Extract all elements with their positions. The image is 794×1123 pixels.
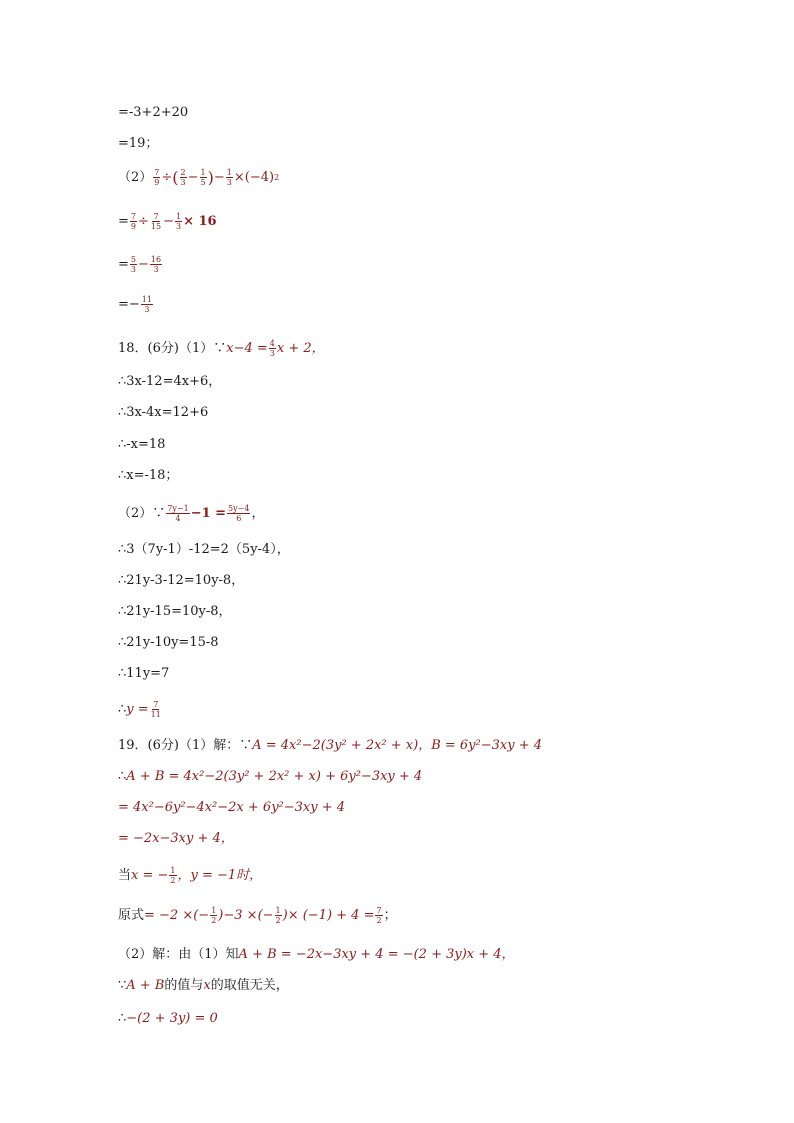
fraction: $\frac{5y-4}{6}$ xyxy=(228,504,250,523)
fraction: $\frac{1}{3}$ xyxy=(176,212,182,231)
q18-step-1: ∴3x-12=4x+6， xyxy=(118,374,222,389)
fraction: $\frac{7}{2}$ xyxy=(376,906,382,925)
fraction: $\frac{16}{3}$ xyxy=(150,255,162,274)
fraction: $\frac{1}{5}$ xyxy=(200,168,206,187)
q18-t1: ∴3（7y-1）-12=2（5y-4）， xyxy=(118,542,290,557)
line-3: （2） $\frac{7}{9}$ ÷ ( $\frac{2}{3}$ − $\frac{1}{5}$ ) − $\frac{1}{3}$ ×(−4) 2 xyxy=(118,167,280,187)
line-2: =19； xyxy=(118,136,159,151)
q18-t6: ∴ y = $\frac{7}{11}$ xyxy=(118,700,161,719)
q19-step-4: 当 x = − $\frac{1}{2}$ ，y = −1时， xyxy=(118,866,263,885)
line-5: = $\frac{5}{3}$ − $\frac{16}{3}$ xyxy=(118,255,162,274)
fraction: $\frac{7}{9}$ xyxy=(154,168,160,187)
fraction: $\frac{1}{2}$ xyxy=(211,906,217,925)
q19-header: 19．(6分)（1）解：∵ A = 4x²−2(3y² + 2x² + x)，B = 6y²−3xy + 4 xyxy=(118,738,542,753)
line-4: = $\frac{7}{9}$ ÷ $\frac{7}{15}$ − $\frac{1}{3}$ × 16 xyxy=(118,212,217,231)
q18-t3: ∴21y-15=10y-8， xyxy=(118,604,232,619)
q19-step-5: 原式 = −2 × (− $\frac{1}{2}$ )−3 × (− $\frac{1}{2}$ )× (−1) + 4 = $\frac{7}{2}$ ； xyxy=(118,906,397,925)
fraction: $\frac{2}{3}$ xyxy=(180,168,186,187)
fraction: $\frac{5}{3}$ xyxy=(130,255,136,274)
fraction: $\frac{7}{15}$ xyxy=(150,212,162,231)
fraction: $\frac{1}{2}$ xyxy=(170,866,176,885)
q18-step-4: ∴x=-18； xyxy=(118,468,179,483)
fraction: $\frac{4}{3}$ xyxy=(269,339,275,358)
q18-step-2: ∴3x-4x=12+6 xyxy=(118,405,209,420)
q18-step-3: ∴-x=18 xyxy=(118,437,166,452)
q18-t5: ∴11y=7 xyxy=(118,666,170,681)
line-1: =-3+2+20 xyxy=(118,105,189,120)
fraction: $\frac{1}{2}$ xyxy=(275,906,281,925)
fraction: $\frac{7y-1}{4}$ xyxy=(167,504,189,523)
q19-step-2: = 4x²−6y²−4x²−2x + 6y²−3xy + 4 xyxy=(118,800,346,815)
fraction: $\frac{7}{11}$ xyxy=(150,700,161,719)
fraction: $\frac{11}{3}$ xyxy=(141,295,152,314)
q19-step-1: ∴ A + B = 4x²−2(3y² + 2x² + x) + 6y²−3xy + 4 xyxy=(118,769,423,784)
q18-part-2: （2）∵ $\frac{7y-1}{4}$ −1 = $\frac{5y-4}{6}$ ， xyxy=(118,504,265,523)
q19-part-3: ∵ A + B 的值与 x 的取值无关， xyxy=(118,978,289,993)
q18-t2: ∴21y-3-12=10y-8， xyxy=(118,573,245,588)
line-6: =− $\frac{11}{3}$ xyxy=(118,295,152,314)
fraction: $\frac{7}{9}$ xyxy=(130,212,136,231)
q18-t4: ∴21y-10y=15-8 xyxy=(118,635,219,650)
q19-step-3: = −2x−3xy + 4， xyxy=(118,831,234,846)
q19-part-2: （2）解：由（1）知 A + B = −2x−3xy + 4 = −(2 + 3y)x + 4， xyxy=(118,947,515,962)
fraction: $\frac{1}{3}$ xyxy=(226,168,232,187)
q19-part-4: ∴ −(2 + 3y) = 0 xyxy=(118,1011,218,1026)
q18-header: 18．(6分)（1）∵ x−4 = $\frac{4}{3}$ x + 2， xyxy=(118,339,325,358)
